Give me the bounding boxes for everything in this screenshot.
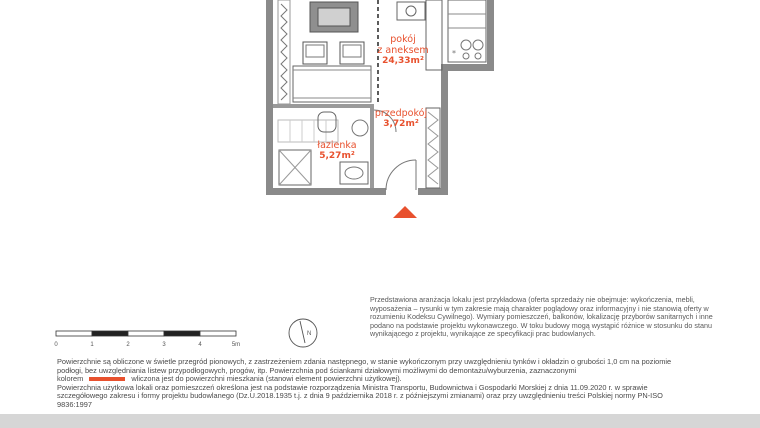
room-area: 3,72m² [383,119,419,129]
area-notes [57,358,697,410]
north-arrow-icon [283,313,323,353]
scale-tick-5: 5m [231,342,241,348]
room-name: pokój [390,34,416,45]
scale-tick-2: 2 [126,342,130,348]
room-label-bathroom [310,140,364,162]
notes-paragraph-1 [57,358,697,384]
svg-text:*: * [452,49,456,58]
room-label-hall [372,108,430,130]
notes-paragraph-2: Powierzchnia użytkowa lokali oraz pomieszczeń określona jest na podstawie rozporządzenia Ministra Transportu, Budownictwa i Gospodarki Morskiej z dnia 11.09.2020 r. w sprawie szczegółowego zakresu i formy projektu budowlanego (Dz.U.2018.1935 t.j. z dnia 9 października 2018 r. z późniejszymi zmianami) oraz przy uwzględnieniu treści Polskiej normy PN-ISO 9836:1997 [57,382,663,409]
notes-text: Powierzchnie są obliczone w świetle przegród pionowych, z zastrzeżeniem zdania następnego, w stanie wykończonym przy uwzględnieniu tynków i okładzin o grubości 1,0 cm na poziomie podłogi, bez uwzględniania listew przypodłogowych, progów, itp. Powierzchnia pod ściankami działowymi możliwymi do demontażu/wyburzenia, zaznaczonymi [57,357,672,375]
room-name: łazienka [317,140,357,151]
scale-tick-3: 3 [162,342,166,348]
footer-bar [0,414,760,428]
removable-wall-legend [89,377,125,381]
room-area: 5,27m² [319,151,355,161]
scale-tick-4: 4 [198,342,202,348]
room-name-line2: z aneksem [377,45,429,56]
notes-kolorem: kolorem [57,374,84,384]
scale-tick-0: 0 [54,342,58,348]
svg-text:N: N [307,331,312,337]
scale-bar [56,322,256,362]
room-label-living [368,34,438,67]
scale-tick-1: 1 [90,342,94,348]
room-name: przedpokój [374,108,428,119]
room-area: 24,33m² [382,56,424,66]
disclaimer-text: Przedstawiona aranżacja lokalu jest przykładowa (oferta sprzedaży nie obejmuje: wykończenia, mebli, wyposażenia – rysunki w tym zakresie mają charakter poglądowy oraz informacyjny i nie stanowią oferty w rozumieniu Kodeksu Cywilnego). Wymiary pomieszczeń, balkonów, lokalizację przyborów sanitarnych i inne podano na podstawie projektu wykonawczego. W toku budowy mogą wystąpić różnice w stosunku do stanu wynikającego z projektu, wynikające ze specyfikacji prac budowlanych. [370,295,713,339]
notes-text-end: wliczona jest do powierzchni mieszkania (stanowi element powierzchni użytkowej). [131,374,402,384]
entrance-arrow [393,206,417,218]
